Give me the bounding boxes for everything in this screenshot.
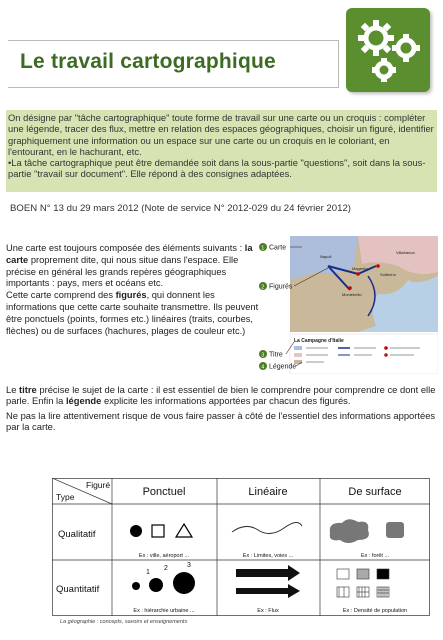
row-label: Qualitatif [58,529,96,540]
corner-figure: Figuré [86,480,111,490]
area-blob-symbol [330,519,369,543]
column-header: Linéaire [248,486,288,498]
text-segment: Une carte est toujours composée des éléments suivants : [6,243,245,253]
example-caption: Ex : ville, aéroport ... [138,553,190,559]
source-footer: La géographie : concepts, savoirs et enseignements [60,619,188,625]
column-header: De surface [348,486,402,498]
size-label: 1 [146,569,150,576]
column-header: Ponctuel [142,486,186,498]
keyword-legende: légende [65,395,102,407]
proportional-circle-medium [149,578,163,592]
example-caption: Ex : Flux [257,608,279,614]
city-label: Villafranca [396,250,415,255]
callout-label: Figurés [269,283,293,291]
row-label: Quantitatif [56,584,100,595]
svg-text:4: 4 [261,364,265,371]
flux-arrow-thick [236,565,300,581]
callout-label: Carte [269,244,287,252]
keyword-figures: figurés [115,290,147,301]
intro-box [6,110,437,192]
svg-text:1: 1 [261,245,265,252]
callout-label: Légende [269,363,297,371]
city-label: Magenta [352,266,368,271]
svg-text:2: 2 [261,284,265,291]
text-segment: Le [6,384,20,395]
example-caption: Ex : forêt ... [360,553,390,559]
proportional-circle-small [132,582,140,590]
density-class-2 [357,569,369,579]
figures-table [52,478,430,616]
svg-text:3: 3 [261,352,265,359]
title-legend-explanation [6,384,440,435]
point-circle-symbol [130,525,142,537]
flux-arrow-thin [236,584,300,598]
proportional-circle-large [173,572,195,594]
page-title: Le travail cartographique [20,50,276,73]
gears-icon [346,8,430,92]
example-caption: Ex : Densité de population [342,608,408,614]
size-label: 2 [164,565,168,572]
city-label: Montebello [342,292,362,297]
battle-marker [348,286,352,290]
map-explanation [6,243,266,337]
density-class-1 [337,569,349,579]
example-caption: Ex : Limites, voies ... [242,553,294,559]
density-class-3 [377,569,389,579]
city-label: Napoli [320,254,332,259]
line-symbol [232,522,302,533]
city-label: Solferino [380,272,396,277]
size-label: 3 [187,562,191,569]
boen-reference: BOEN N° 13 du 29 mars 2012 (Note de service N° 2012-029 du 24 février 2012) [10,203,351,214]
intro-note: •La tâche cartographique peut être demandée soit dans la sous-partie "questions", soit dans la sous-partie "travail sur document". Elle répond à des consignes adaptées. [8,157,426,180]
map-figure [258,236,438,374]
text-segment: proprement dite, qui nous situe dans l'espace. Elle précise en général les grands repères géographiques importants : pays, mers et océans etc. [6,254,239,289]
battle-marker [376,264,380,268]
corner-type: Type [56,492,75,502]
point-square-symbol [152,525,164,537]
battle-marker [356,272,360,276]
text-segment: Cette carte comprend des [6,290,116,301]
map-title: La Campagne d'Italie [294,338,344,344]
text-segment: , qui donnent les informations que cette carte souhaite transmettre. Ils peuvent être ponctuels (points, formes etc.) linéaires (traits, courbes, flèches) ou de surfaces (hachures, plages de couleur etc.) [6,290,259,336]
text-segment: explicite les informations apportées par chacun des figurés. [101,395,351,407]
example-caption: Ex : hiérarchie urbaine ... [133,608,195,614]
keyword-titre: titre [19,384,37,395]
text-segment: précise le sujet de la carte : il est essentiel de bien le comprendre pour comprendre ce dont elle parle. Enfin la [6,384,436,407]
warning-text: Ne pas la lire attentivement risque de vous faire passer à côté de l'essentiel des informations apportées par la carte. [6,409,436,432]
keyword-carte: la carte [6,243,253,265]
intro-paragraph: On désigne par "tâche cartographique" toute forme de travail sur une carte ou un croquis : compléter une légende, tracer des flux, mettre en relation des espaces géographiques, choisir un figuré, identifier graphiquement une information ou un espace sur une carte ou un croquis en le coloriant, en l'entourant, en le hachurant, etc. [8,112,434,157]
area-square-symbol [386,522,404,538]
point-triangle-symbol [176,524,192,537]
callout-label: Titre [269,351,283,359]
